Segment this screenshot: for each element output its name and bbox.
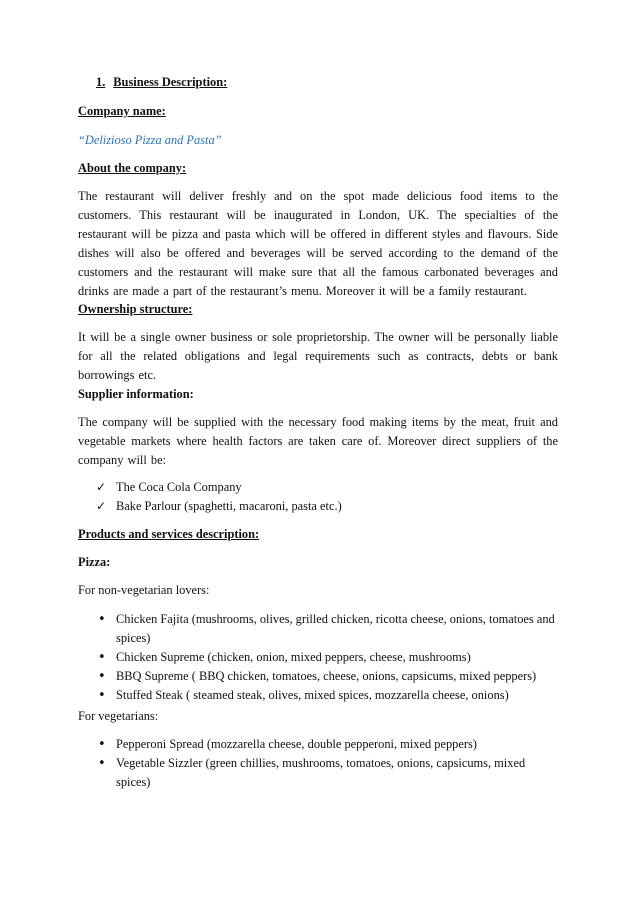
nonveg-label: For non-vegetarian lovers: [78, 583, 210, 597]
supplier-paragraph: The company will be supplied with the necessary food making items by the meat, fruit and vegetable markets where health factors are taken care of. Moreover direct suppliers of the company will be: [78, 415, 558, 467]
list-item: ✓ Bake Parlour (spaghetti, macaroni, pasta etc.) [96, 497, 558, 516]
section-heading [96, 73, 227, 92]
about-paragraph: The restaurant will deliver freshly and on the spot made delicious food items to the customers. This restaurant will be inaugurated in London, UK. The specialties of the restaurant will be pizza and pasta which will be offered in different styles and flavours. Side dishes will also be offered and beverages will be served according to the demand of the customers and the restaurant will make sure that all the famous carbonated beverages and drinks are made a part of the restaurant’s menu. Moreover it will be a family restaurant. [78, 189, 558, 298]
company-name-label: Company name: [78, 104, 166, 118]
nonveg-list [96, 610, 558, 705]
section-number: 1. [96, 75, 106, 89]
products-label: Products and services description: [78, 527, 260, 541]
veg-list [96, 735, 558, 792]
list-item: • BBQ Supreme ( BBQ chicken, tomatoes, cheese, onions, capsicums, mixed peppers) [96, 667, 558, 686]
section-title: Business Description: [113, 75, 228, 89]
list-item: • Pepperoni Spread (mozzarella cheese, double pepperoni, mixed peppers) [96, 735, 558, 754]
about-label: About the company: [78, 161, 187, 175]
company-name-value: “Delizioso Pizza and Pasta” [78, 133, 222, 147]
ownership-paragraph: It will be a single owner business or sole proprietorship. The owner will be personally liable for all the related obligations and legal requirements such as contracts, debts or bank borrowings etc. [78, 330, 558, 382]
list-item: • Chicken Supreme (chicken, onion, mixed peppers, cheese, mushrooms) [96, 648, 558, 667]
list-item: • Stuffed Steak ( steamed steak, olives, mixed spices, mozzarella cheese, onions) [96, 686, 558, 705]
supplier-list [96, 478, 558, 516]
pizza-label: Pizza: [78, 555, 111, 569]
ownership-label: Ownership structure: [78, 302, 193, 316]
supplier-label: Supplier information: [78, 387, 194, 401]
list-item: • Chicken Fajita (mushrooms, olives, grilled chicken, ricotta cheese, onions, tomatoes and spices) [96, 610, 558, 648]
list-item: • Vegetable Sizzler (green chillies, mushrooms, tomatoes, onions, capsicums, mixed spices) [96, 754, 558, 792]
veg-label: For vegetarians: [78, 709, 159, 723]
list-item: ✓ The Coca Cola Company [96, 478, 558, 497]
